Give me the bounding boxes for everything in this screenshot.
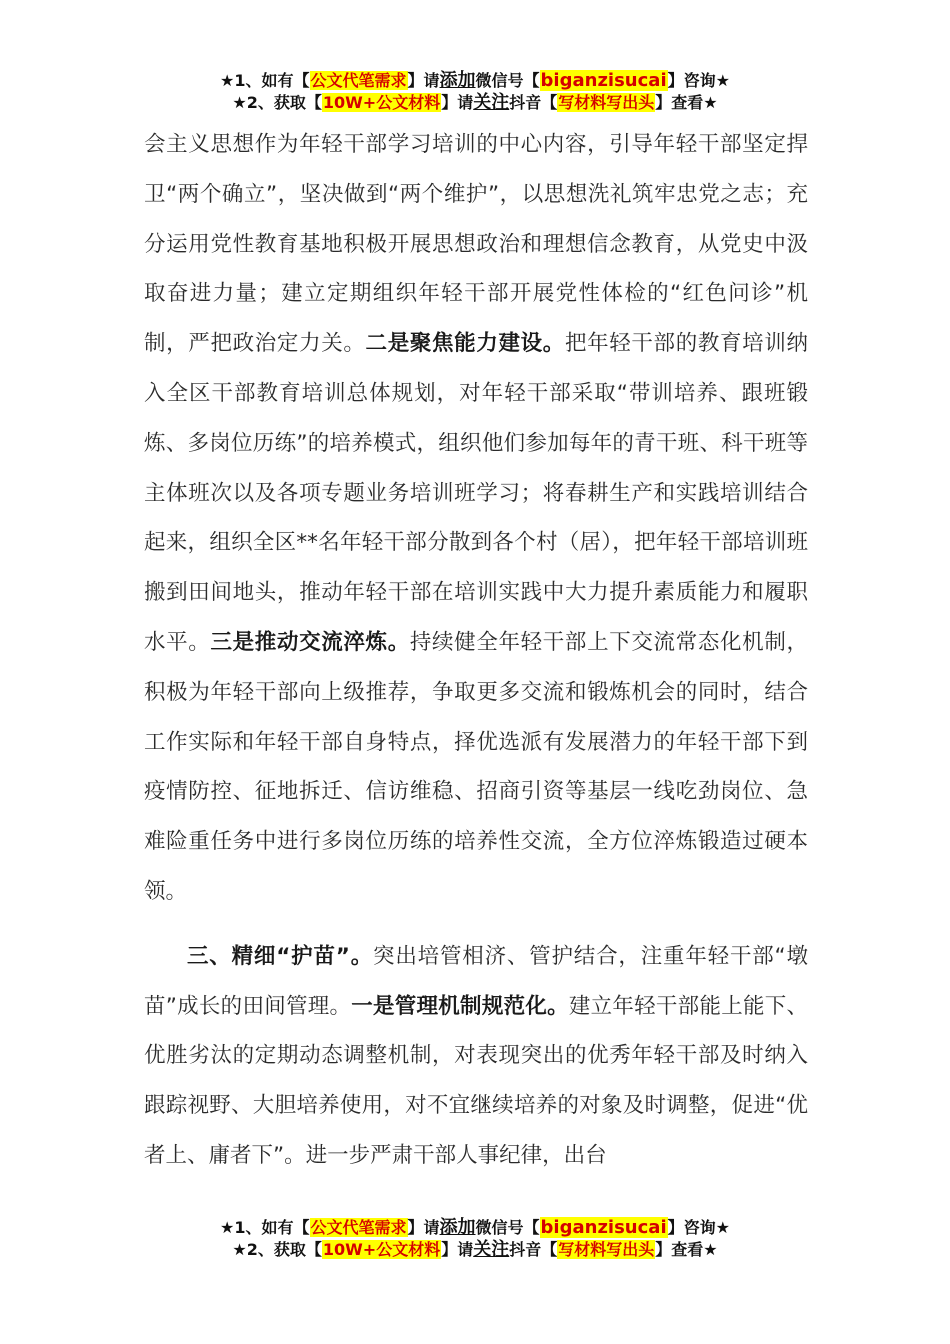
banner-line-1 — [0, 1217, 950, 1239]
banner-highlight: 写材料写出头 — [558, 1240, 655, 1259]
banner-text: 抖音【 — [509, 1240, 558, 1259]
banner-text: 】咨询★ — [667, 71, 730, 90]
banner-text: 抖音【 — [509, 93, 558, 112]
banner-highlight: 公文代笔需求 — [310, 1218, 407, 1237]
subheading: 三是推动交流淬炼。 — [210, 629, 410, 655]
banner-highlight: 写材料写出头 — [558, 93, 655, 112]
banner-text: 】咨询★ — [667, 1218, 730, 1237]
banner-text: 】请 — [441, 1240, 474, 1259]
section-heading: 三、精细“护苗”。 — [187, 943, 374, 969]
banner-underline: 添加 — [439, 1217, 476, 1238]
banner-text: 】请 — [441, 93, 474, 112]
body-text: 会主义思想作为年轻干部学习培训的中心内容，引导年轻干部坚定捍卫“两个确立”，坚决做到“两个维护”，以思想洗礼筑牢忠党之志；充分运用党性教育基地积极开展思想政治和理想信念教育，从党史中汲取奋进力量；建立定期组织年轻干部开展党性体检的“红色问诊”机制，严把政治定力关。 — [144, 132, 808, 357]
banner-highlight: biganzisucai — [540, 70, 667, 91]
subheading: 一是管理机制规范化。 — [351, 993, 569, 1019]
body-text: 突出培管相济、管护结合，注重年轻干部“墩苗”成长的田间管理。 — [144, 943, 809, 1019]
paragraph-2 — [144, 932, 808, 1181]
banner-highlight: biganzisucai — [540, 1217, 667, 1238]
banner-underline: 添加 — [439, 70, 476, 91]
banner-highlight: 公文代笔需求 — [310, 71, 407, 90]
banner-highlight: 10W+公文材料 — [322, 93, 441, 112]
banner-text: ★1、如有【 — [220, 1218, 310, 1237]
banner-text: 】查看★ — [655, 1240, 718, 1259]
banner-line-2 — [0, 1239, 950, 1261]
banner-text: 微信号【 — [475, 1218, 540, 1237]
footer-banner — [0, 1217, 950, 1261]
banner-text: 】查看★ — [655, 93, 718, 112]
banner-text: ★2、获取【 — [232, 1240, 322, 1259]
banner-text: ★2、获取【 — [232, 93, 322, 112]
body-text: 建立年轻干部能上能下、优胜劣汰的定期动态调整机制，对表现突出的优秀年轻干部及时纳入跟踪视野、大胆培养使用，对不宜继续培养的对象及时调整，促进“优者上、庸者下”。进一步严肃干部人事纪律，出台 — [144, 993, 808, 1168]
banner-text: ★1、如有【 — [220, 71, 310, 90]
paragraph-1 — [144, 120, 808, 917]
banner-underline: 关注 — [473, 1239, 510, 1260]
document-body — [144, 120, 808, 1181]
banner-text: 微信号【 — [475, 71, 540, 90]
banner-line-1 — [0, 70, 950, 92]
banner-underline: 关注 — [473, 92, 510, 113]
header-banner — [0, 70, 950, 114]
body-text: 持续健全年轻干部上下交流常态化机制，积极为年轻干部向上级推荐，争取更多交流和锻炼机会的同时，结合工作实际和年轻干部自身特点，择优选派有发展潜力的年轻干部下到疫情防控、征地拆迁、信访维稳、招商引资等基层一线吃劲岗位、急难险重任务中进行多岗位历练的培养性交流，全方位淬炼锻造过硬本领。 — [144, 629, 808, 904]
banner-highlight: 10W+公文材料 — [322, 1240, 441, 1259]
banner-text: 】请 — [407, 1218, 440, 1237]
subheading: 二是聚焦能力建设。 — [365, 331, 565, 357]
banner-line-2 — [0, 92, 950, 114]
banner-text: 】请 — [407, 71, 440, 90]
body-text: 把年轻干部的教育培训纳入全区干部教育培训总体规划，对年轻干部采取“带训培养、跟班锻炼、多岗位历练”的培养模式，组织他们参加每年的青干班、科干班等主体班次以及各项专题业务培训班学习；将春耕生产和实践培训结合起来，组织全区**名年轻干部分散到各个村（居），把年轻干部培训班搬到田间地头，推动年轻干部在培训实践中大力提升素质能力和履职水平。 — [144, 331, 808, 655]
